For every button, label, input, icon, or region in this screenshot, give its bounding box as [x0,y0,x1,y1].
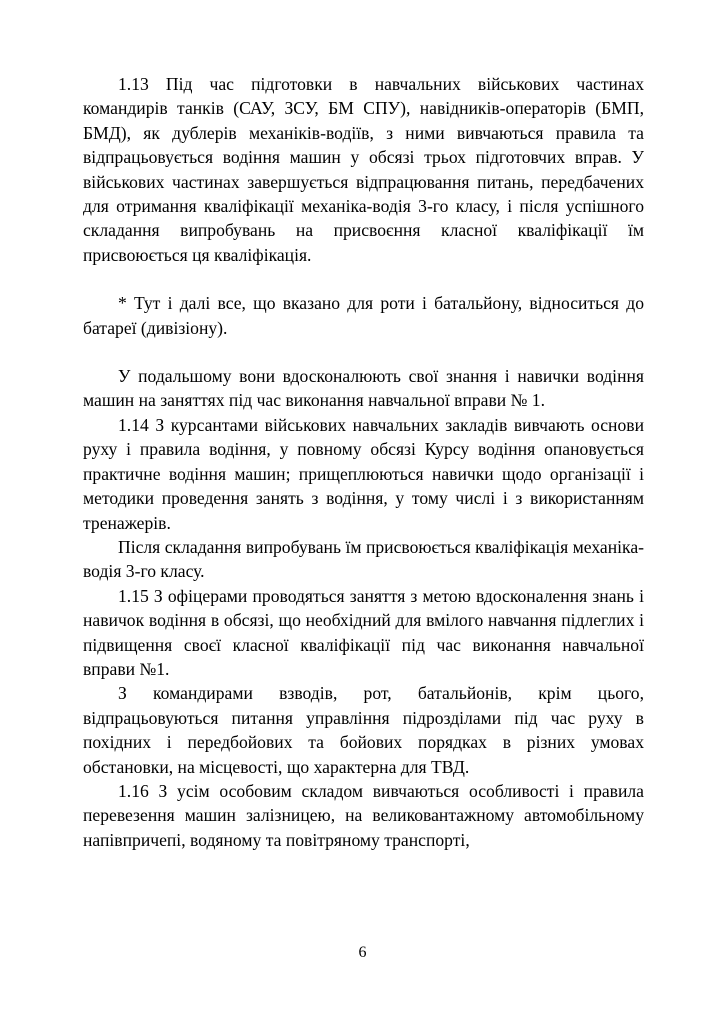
footnote-paragraph: * Тут і далі все, що вказано для роти і батальйону, відноситься до батареї (дивізіону). [83,293,644,338]
paragraph-1-13: 1.13 Під час підготовки в навчальних військових частинах командирів танків (САУ, ЗСУ, БМ СПУ), навідників-операторів (БМП, БМД), як дублерів механіків-водіїв, з ними вивчаються правила та відпрацьовується водіння машин у обсязі трьох підготовчих вправ. У військових частинах завершується відпрацювання питань, передбачених для отримання кваліфікації механіка-водія 3-го класу, і після успішного складання випробувань на присвоєння класної кваліфікації їм присвоюється ця кваліфікація. [83,74,644,265]
paragraph-further-training: У подальшому вони вдосконалюють свої знання і навички водіння машин на заняттях під час виконання навчальної вправи № 1. [83,366,644,411]
body-text [83,72,644,852]
paragraph-1-16: 1.16 З усім особовим складом вивчаються особливості і правила перевезення машин залізницею, на великовантажному автомобільному напівпричепі, водяному та повітряному транспорті, [83,780,644,850]
paragraph-commanders: З командирами взводів, рот, батальйонів, крім цього, відпрацьовуються питання управління підрозділами під час руху в похідних і передбойових та бойових порядках в різних умовах обстановки, на місцевості, що характерна для ТВД. [83,683,644,777]
paragraph-1-14: 1.14 З курсантами військових навчальних закладів вивчають основи руху і правила водіння, у повному обсязі Курсу водіння опановується практичне водіння машин; прищеплюються навички щодо організації і методики проведення занять з водіння, у тому числі і з використанням тренажерів. [83,414,644,533]
paragraph-cadet-qualification: Після складання випробувань їм присвоюється кваліфікація механіка-водія 3-го класу. [83,536,644,582]
page-number: 6 [358,944,367,961]
paragraph-1-15: 1.15 З офіцерами проводяться заняття з метою вдосконалення знань і навичок водіння в обсязі, що необхідний для вмілого навчання підлеглих і підвищення своєї класної кваліфікації під час виконання навчальної вправи №1. [83,585,644,679]
